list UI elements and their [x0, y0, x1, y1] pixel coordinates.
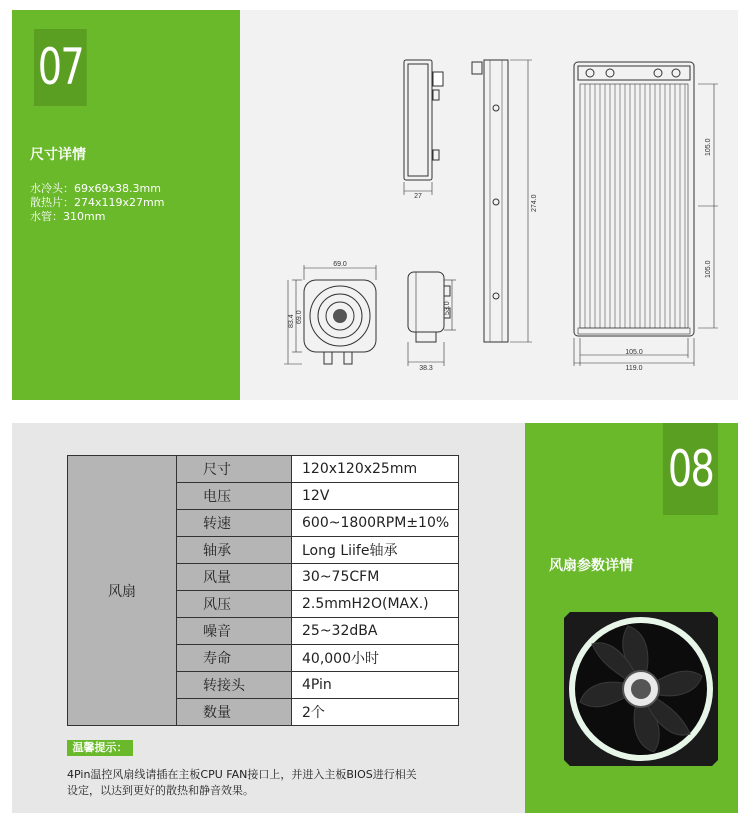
spec-key: 尺寸 [177, 456, 292, 483]
fan-image [556, 604, 726, 774]
spec-value: 600~1800RPM±10% [292, 510, 459, 537]
spec-water-block: 水冷头：69x69x38.3mm [30, 182, 161, 195]
spec-value: 4Pin [292, 672, 459, 699]
spec-key: 风压 [177, 591, 292, 618]
spec-key: 数量 [177, 699, 292, 726]
spec-value: 40,000小时 [292, 645, 459, 672]
dim-pump-top-height: 69.0 [296, 310, 303, 324]
dim-pump-top-height-total: 83.4 [288, 314, 295, 328]
dim-pump-side-width: 27 [414, 193, 422, 200]
dim-pump-depth-height: 53.0 [444, 301, 451, 315]
dim-radiator-length: 274.0 [531, 194, 538, 212]
technical-drawing [240, 10, 738, 400]
radiator-front-drawing [574, 62, 718, 372]
spec-tube: 水管：310mm [30, 210, 106, 223]
fan-spec-table [67, 455, 459, 726]
spec-key: 轴承 [177, 537, 292, 564]
pump-depth-drawing [408, 272, 456, 372]
pump-top-drawing [284, 261, 376, 364]
spec-value: Long Liife轴承 [292, 537, 459, 564]
radiator-side-drawing [472, 60, 538, 342]
tip-line: 设定，以达到更好的散热和静音效果。 [67, 784, 254, 797]
section-title: 尺寸详情 [30, 147, 86, 163]
spec-key: 转接头 [177, 672, 292, 699]
spec-key: 风量 [177, 564, 292, 591]
dim-radiator-inner-width: 105.0 [625, 349, 643, 356]
section-number: 08 [663, 423, 718, 515]
spec-value: 25~32dBA [292, 618, 459, 645]
dim-pump-top-width: 69.0 [333, 261, 347, 268]
spec-key: 转速 [177, 510, 292, 537]
spec-value: 2.5mmH2O(MAX.) [292, 591, 459, 618]
section-title: 风扇参数详情 [549, 558, 633, 574]
spec-value: 2个 [292, 699, 459, 726]
spec-value: 30~75CFM [292, 564, 459, 591]
spec-radiator: 散热片：274x119x27mm [30, 196, 165, 209]
tip-label: 温馨提示： [67, 740, 133, 756]
dimensions-section [12, 10, 738, 400]
category-cell: 风扇 [68, 456, 177, 726]
pump-side-drawing [404, 60, 443, 200]
dim-fan-span-bottom: 105.0 [705, 260, 712, 278]
dim-pump-depth: 38.3 [419, 365, 433, 372]
spec-value: 12V [292, 483, 459, 510]
dimensions-panel [12, 10, 240, 400]
section-number: 07 [34, 29, 87, 106]
spec-value: 120x120x25mm [292, 456, 459, 483]
spec-key: 电压 [177, 483, 292, 510]
spec-key: 寿命 [177, 645, 292, 672]
dim-fan-span-top: 105.0 [705, 138, 712, 156]
table-row [68, 456, 459, 483]
spec-key: 噪音 [177, 618, 292, 645]
tip-text [67, 767, 497, 799]
tip-line: 4Pin温控风扇线请插在主板CPU FAN接口上，并进入主板BIOS进行相关 [67, 768, 417, 781]
dim-radiator-outer-width: 119.0 [625, 365, 643, 372]
